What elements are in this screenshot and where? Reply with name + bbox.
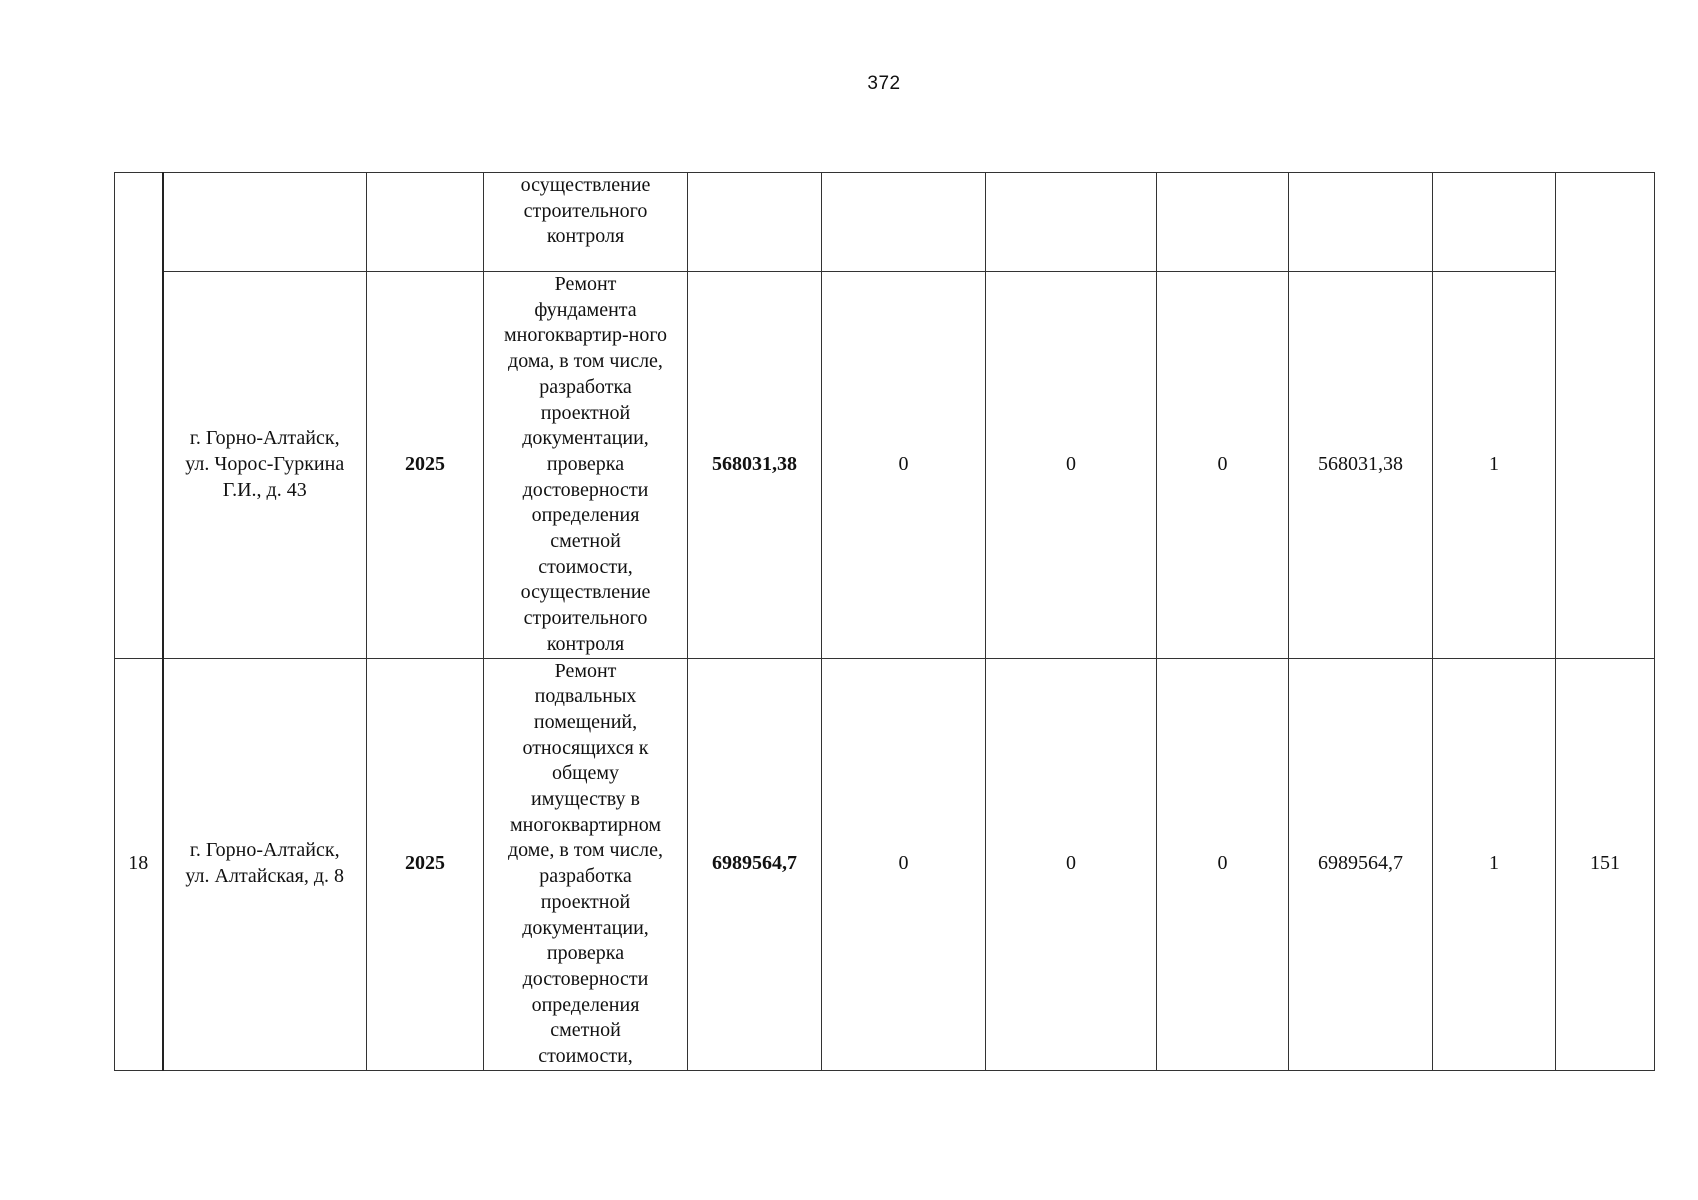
cell-funding-3: 0 (1157, 272, 1289, 659)
cell-last-continuation (1556, 173, 1655, 659)
cell-total-cost: 568031,38 (688, 272, 822, 659)
cell-work-type: Ремонт подвальных помещений, относящихся к общему имуществу в многоквартирном доме, в том числе, разработка проектной документации, проверка достоверности определения сметной стоимости, (484, 658, 688, 1070)
cell-funding-4 (1289, 173, 1433, 272)
table-row (115, 658, 1655, 1070)
cell-address: г. Горно-Алтайск, ул. Алтайская, д. 8 (163, 658, 367, 1070)
cell-funding-1: 0 (822, 658, 986, 1070)
cell-funding-3 (1157, 173, 1289, 272)
cell-funding-2: 0 (986, 272, 1157, 659)
cell-quantity: 1 (1433, 272, 1556, 659)
cell-work-type: осуществление строительного контроля (484, 173, 688, 272)
cell-quantity: 1 (1433, 658, 1556, 1070)
capital-repair-table (114, 172, 1655, 1071)
cell-funding-1 (822, 173, 986, 272)
cell-work-type: Ремонт фундамента многоквартир-ного дома, в том числе, разработка проектной документации, проверка достоверности определения сметной стоимости, осуществление строительного контроля (484, 272, 688, 659)
cell-year: 2025 (367, 658, 484, 1070)
cell-funding-3: 0 (1157, 658, 1289, 1070)
table-row (115, 272, 1655, 659)
cell-total-cost: 6989564,7 (688, 658, 822, 1070)
page-number: 372 (867, 73, 901, 94)
cell-funding-4: 568031,38 (1289, 272, 1433, 659)
cell-year: 2025 (367, 272, 484, 659)
cell-funding-1: 0 (822, 272, 986, 659)
cell-funding-2 (986, 173, 1157, 272)
cell-funding-2: 0 (986, 658, 1157, 1070)
table-row-continuation (115, 173, 1655, 272)
cell-index: 18 (115, 658, 163, 1070)
cell-last: 151 (1556, 658, 1655, 1070)
cell-quantity (1433, 173, 1556, 272)
cell-funding-4: 6989564,7 (1289, 658, 1433, 1070)
cell-address (163, 173, 367, 272)
cell-total-cost (688, 173, 822, 272)
cell-index-continuation (115, 173, 163, 659)
cell-year (367, 173, 484, 272)
cell-address: г. Горно-Алтайск, ул. Чорос-Гуркина Г.И., д. 43 (163, 272, 367, 659)
